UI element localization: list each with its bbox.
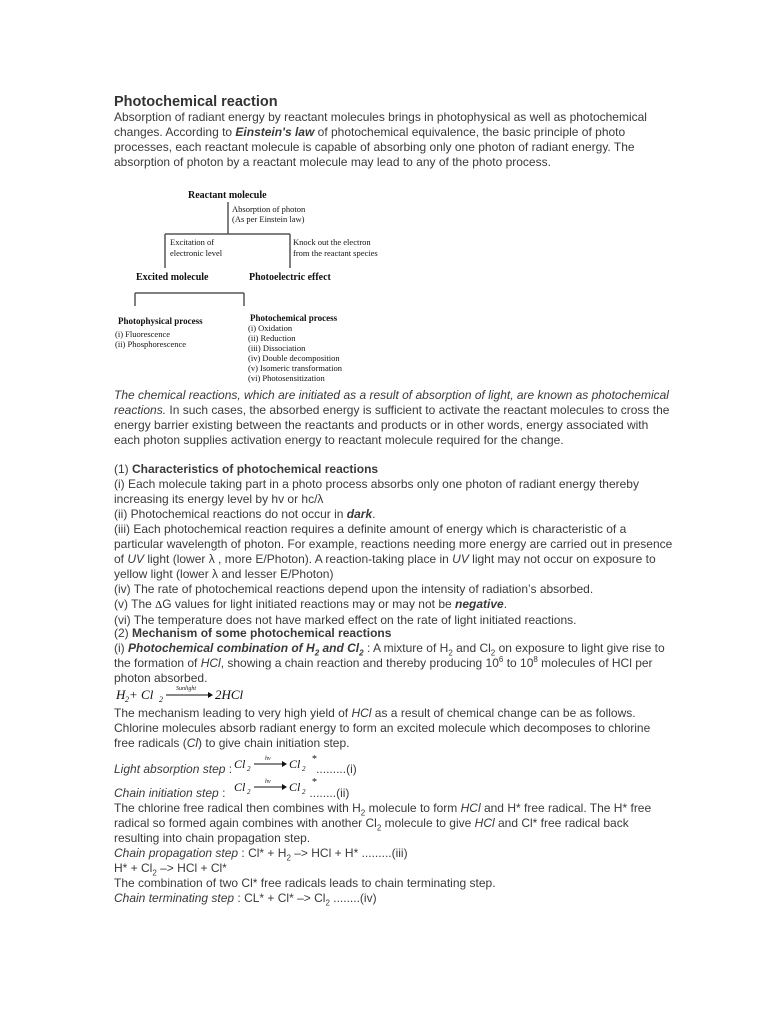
item-iii-text-b: light (lower λ , more E/Photon). A reaction-taking place in bbox=[144, 552, 453, 566]
item-ii-text: (ii) Photochemical reactions do not occur in bbox=[114, 507, 347, 521]
diagram-root: Reactant molecule bbox=[188, 190, 267, 201]
mechanism-paragraph bbox=[114, 706, 674, 751]
chain-propagation-step bbox=[114, 846, 674, 861]
section-1-item-v bbox=[114, 597, 674, 613]
termination-text: The combination of two Cl* free radicals leads to chain terminating step. bbox=[114, 876, 496, 890]
diagram-photochemical-item: (v) Isomeric transformation bbox=[248, 363, 342, 373]
step-tail: .........(i) bbox=[316, 762, 357, 776]
item-i-text-e: to 10 bbox=[503, 656, 534, 670]
eq-cl: Cl bbox=[234, 780, 246, 794]
mechanism-text-c: ) to give chain initiation step. bbox=[198, 736, 350, 750]
definition-paragraph bbox=[114, 388, 674, 448]
eq-sub: 2 bbox=[302, 765, 306, 773]
subscript: 2 bbox=[152, 868, 157, 878]
section-2 bbox=[114, 626, 674, 686]
diagram-photochemical-item: (ii) Reduction bbox=[248, 333, 296, 343]
light-absorption-step bbox=[114, 762, 674, 777]
item-i-text-f: molecules of HCl per photon absorbed. bbox=[114, 656, 653, 685]
item-ii-dark: dark bbox=[346, 507, 373, 521]
section-1-heading bbox=[114, 462, 674, 477]
eq-hv: hν bbox=[265, 756, 271, 762]
subscript: 2 bbox=[360, 808, 366, 818]
eq-sub: 2 bbox=[247, 788, 251, 796]
uv-term: UV bbox=[452, 552, 469, 566]
delta-symbol: Δ bbox=[155, 599, 163, 611]
propagation-paragraph bbox=[114, 801, 674, 906]
item-number: (i) bbox=[114, 641, 128, 655]
eq-sub: 2 bbox=[302, 788, 306, 796]
diagram-photophysical-item: (ii) Phosphorescence bbox=[115, 339, 187, 349]
step-eq-b: –> HCl + Cl* bbox=[156, 861, 227, 875]
hcl-term: HCl bbox=[351, 706, 372, 720]
eq-cl: Cl bbox=[289, 780, 301, 794]
diagram-photophysical-item: (i) Fluorescence bbox=[115, 329, 170, 339]
step-tail: ........(ii) bbox=[309, 786, 350, 800]
section-1-item-iv: (iv) The rate of photochemical reactions depend upon the intensity of radiation’s absorbed. bbox=[114, 582, 594, 596]
eq-plus-cl: + Cl bbox=[129, 687, 154, 702]
definition-rest: In such cases, the absorbed energy is sufficient to activate the reactant molecules to cross the energy barrier existing between the reactants and products or in other words, energy associated with each photon supplies activation energy to reactant molecule required for the change. bbox=[114, 403, 670, 447]
eq-sub: 2 bbox=[247, 765, 251, 773]
step-label: Chain terminating step bbox=[114, 891, 235, 905]
step-eq-a: : CL* + Cl* –> Cl bbox=[234, 891, 326, 905]
diagram-absorption-1: Absorption of photon bbox=[232, 204, 306, 214]
chain-initiation-step bbox=[114, 786, 674, 801]
section-2-item-i bbox=[114, 641, 674, 686]
eq-hv: hν bbox=[265, 779, 271, 785]
item-i-text-a: : A mixture of H bbox=[363, 641, 449, 655]
einstein-law: Einstein's law bbox=[235, 125, 315, 139]
superscript: 8 bbox=[533, 655, 538, 664]
propagation-second-equation bbox=[114, 861, 674, 876]
eq-arrow-head bbox=[282, 784, 287, 790]
diagram-absorption-2: (As per Einstein law) bbox=[232, 214, 305, 224]
step-colon: : bbox=[225, 762, 233, 776]
intro-paragraph bbox=[114, 110, 674, 170]
diagram-excitation-2: electronic level bbox=[170, 248, 223, 258]
eq-arrow-head bbox=[208, 692, 213, 698]
step-eq-b: –> HCl + H* .........(iii) bbox=[290, 846, 408, 860]
cl-term: Cl bbox=[186, 736, 199, 750]
negative-term: negative bbox=[455, 597, 504, 611]
overall-equation bbox=[116, 684, 256, 706]
item-v-text-a: (v) The bbox=[114, 597, 156, 611]
item-i-text-b: and Cl bbox=[452, 641, 491, 655]
eq-sub: 2 bbox=[125, 695, 129, 704]
section-1-number: (1) bbox=[114, 462, 132, 476]
diagram-photoelectric: Photoelectric effect bbox=[249, 272, 331, 283]
step-eq-a: : Cl* + H bbox=[238, 846, 287, 860]
section-1 bbox=[114, 462, 674, 628]
item-iii-text-a: (iii) Each photochemical reaction requires a definite amount of energy which is characteristic of a particular wavelength of photon. For example, reactions needing more energy are carried out in presence of bbox=[114, 522, 673, 566]
step-colon: : bbox=[218, 786, 226, 800]
subscript: 2 bbox=[314, 648, 320, 658]
item-v-text-b: G values for light initiated reactions may or may not be bbox=[162, 597, 456, 611]
diagram-knock-2: from the reactant species bbox=[293, 248, 378, 258]
definition-italic: The chemical reactions, which are initiated as a result of absorption of light, are known as photochemical reactions. bbox=[114, 388, 669, 417]
eq-cl: Cl bbox=[234, 757, 246, 771]
item-v-end: . bbox=[503, 597, 508, 611]
propagation-text-d: molecule to give bbox=[381, 816, 475, 830]
step-label: Light absorption step bbox=[114, 762, 226, 776]
section-1-item-iii bbox=[114, 522, 674, 582]
item-i-title-b: and Cl bbox=[319, 641, 360, 655]
hcl-term: HCl bbox=[474, 816, 495, 830]
section-2-number: (2) bbox=[114, 626, 132, 640]
subscript: 2 bbox=[359, 648, 364, 658]
eq-star: * bbox=[312, 777, 317, 788]
diagram-photochemical-item: (vi) Photosensitization bbox=[248, 373, 325, 383]
eq-sub: 2 bbox=[159, 695, 163, 704]
diagram-photochemical-item: (iv) Double decomposition bbox=[248, 353, 340, 363]
hcl-term: HCl bbox=[460, 801, 481, 815]
photo-process-diagram bbox=[112, 186, 402, 384]
propagation-text-c: and H* free radical. The H* free radical so formed again combines with another Cl bbox=[114, 801, 652, 830]
mechanism-text-a: The mechanism leading to very high yield of bbox=[114, 706, 352, 720]
eq-product: 2HCl bbox=[215, 687, 244, 702]
propagation-text-b: molecule to form bbox=[365, 801, 461, 815]
intro-text-b: of photochemical equivalence, the basic principle of photo processes, each reactant molecule is capable of absorbing only one photon of radiant energy. The absorption of photon by a reactant molecule may lead to any of the photo process. bbox=[114, 125, 635, 169]
superscript: 6 bbox=[498, 655, 504, 664]
eq-star: * bbox=[312, 754, 317, 765]
uv-term: UV bbox=[127, 552, 145, 566]
propagation-text-a: The chlorine free radical then combines with H bbox=[114, 801, 361, 815]
step-label: Chain propagation step bbox=[114, 846, 239, 860]
item-i-text-d: , showing a chain reaction and thereby producing 10 bbox=[220, 656, 499, 670]
section-1-item-vi: (vi) The temperature does not have marked effect on the rate of light initiated reactions. bbox=[114, 613, 577, 627]
subscript: 2 bbox=[376, 823, 382, 833]
diagram-photochemical: Photochemical process bbox=[250, 313, 338, 323]
eq-arrow-label: Sunlight bbox=[176, 686, 197, 692]
step-tail: ........(iv) bbox=[329, 891, 377, 905]
hcl-term: HCl bbox=[200, 656, 221, 670]
subscript: 2 bbox=[448, 648, 453, 658]
mechanism-text-b: as a result of chemical change can be as follows. Chlorine molecules absorb radiant energy to form an excited molecule which decomposes to chlorine free radicals ( bbox=[114, 706, 651, 750]
eq-cl: Cl bbox=[289, 757, 301, 771]
diagram-photophysical: Photophysical process bbox=[118, 316, 203, 326]
propagation-text-e: and Cl* free radical back resulting into chain propagation step. bbox=[114, 816, 629, 845]
subscript: 2 bbox=[490, 648, 496, 658]
light-absorption-equation bbox=[232, 754, 322, 776]
subscript: 2 bbox=[286, 853, 291, 863]
section-1-title: Characteristics of photochemical reactions bbox=[132, 462, 379, 476]
diagram-photochemical-item: (iii) Dissociation bbox=[248, 343, 306, 353]
item-iii-text-c: light may not occur on exposure to yellow light (lower λ and lesser E/Photon) bbox=[114, 552, 656, 581]
section-1-item-ii bbox=[114, 507, 674, 522]
diagram-knock-1: Knock out the electron bbox=[293, 237, 371, 247]
item-ii-end: . bbox=[372, 507, 376, 521]
intro-text-a: Absorption of radiant energy by reactant molecules brings in photophysical as well as photochemical changes. According to bbox=[114, 110, 647, 139]
eq-h: H bbox=[116, 687, 126, 702]
section-2-title: Mechanism of some photochemical reactions bbox=[132, 626, 392, 640]
chain-terminating-step bbox=[114, 891, 674, 906]
subscript: 2 bbox=[325, 898, 330, 908]
eq-arrow-head bbox=[282, 761, 287, 767]
diagram-photochemical-item: (i) Oxidation bbox=[248, 323, 293, 333]
section-2-heading bbox=[114, 626, 674, 641]
step-eq-a: H* + Cl bbox=[114, 861, 153, 875]
item-i-text-c: on exposure to light give rise to the formation of bbox=[114, 641, 665, 670]
section-1-item-i: (i) Each molecule taking part in a photo process absorbs only one photon of radiant energy thereby increasing its energy level by hv or hc/λ bbox=[114, 477, 639, 506]
diagram-excitation-1: Excitation of bbox=[170, 237, 215, 247]
step-label: Chain initiation step bbox=[114, 786, 219, 800]
item-i-title: Photochemical combination of H bbox=[128, 641, 315, 655]
page-title: Photochemical reaction bbox=[114, 94, 278, 110]
chain-initiation-equation bbox=[232, 777, 322, 799]
diagram-excited-molecule: Excited molecule bbox=[136, 272, 209, 283]
